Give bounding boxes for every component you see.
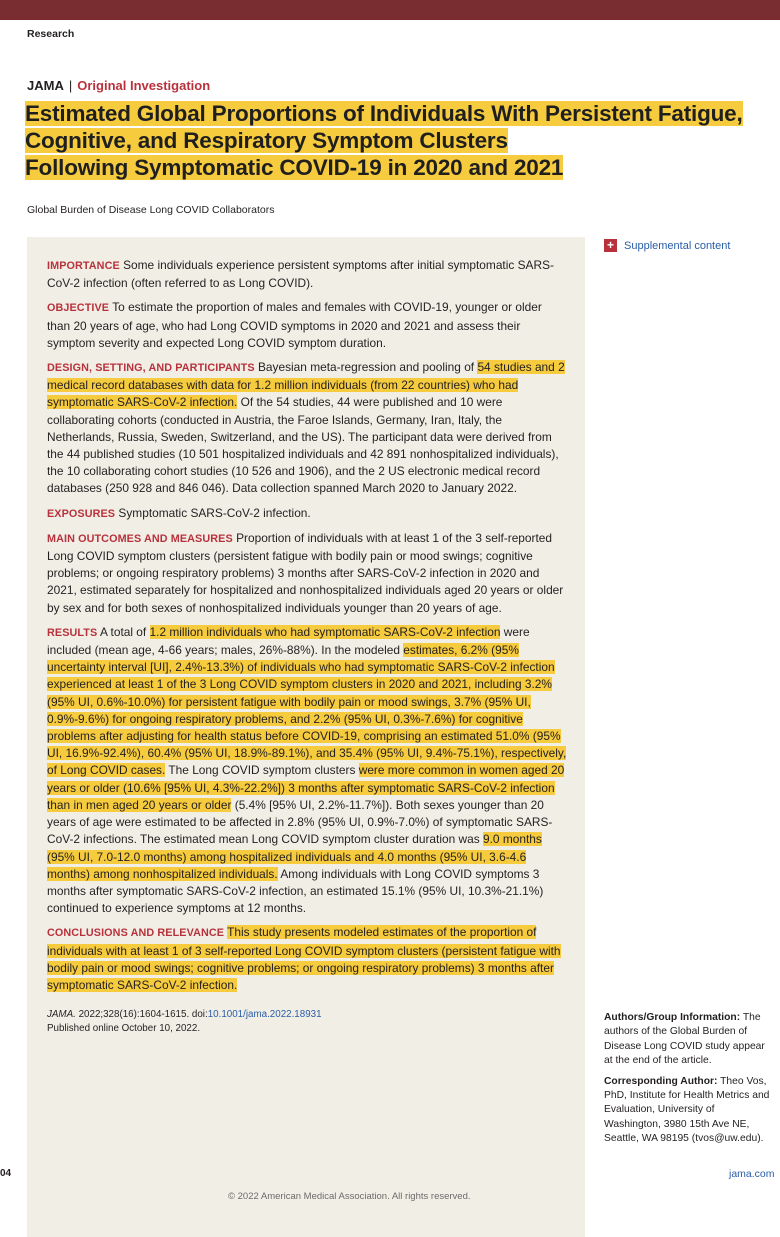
- section-label: Research: [27, 28, 75, 40]
- abstract-exposures: [47, 505, 567, 523]
- design-text-2: Of the 54 studies, 44 were published and 10 were collaborating cohorts (conducted in Austria, the Faroe Islands, Germany, Iran, Italy, the Netherlands, Russia, Sweden, Switzerland, and the US). The participant data were derived from the 44 published studies (10 501 hospitalized individuals and 42 891 nonhospitalized individuals), the 10 collaborating cohort studies (10 526 and 1906), and the 2 US electronic medical record databases (250 928 and 846 046). Data collection spanned March 2020 to January 2022.: [47, 395, 559, 496]
- copyright-notice: © 2022 American Medical Association. All rights reserved.: [228, 1191, 471, 1202]
- abstract-outcomes: [47, 530, 567, 617]
- article-title: [25, 100, 765, 181]
- results-heading: RESULTS: [47, 626, 98, 639]
- footer-site-link[interactable]: jama.com: [729, 1168, 775, 1180]
- exposures-text: Symptomatic SARS-CoV-2 infection.: [118, 505, 311, 520]
- abstract-objective: [47, 299, 567, 352]
- results-text-4: (5.4% [95% UI, 2.2%-11.7%]). Both sexes younger than 20 years of age were estimated to be affected in 2.8% (95% UI, 0.9%-7.0%) of symptomatic SARS-CoV-2 infections. The estimated mean Long COVID symptom cluster duration was: [47, 797, 553, 847]
- authors-group-info: [604, 1011, 774, 1069]
- abstract-panel: [27, 237, 585, 1237]
- title-line-3: Following Symptomatic COVID-19 in 2020 and 2021: [25, 155, 564, 180]
- results-highlight-1: 1.2 million individuals who had symptomatic SARS-CoV-2 infection: [149, 624, 501, 639]
- conclusions-highlight: This study presents modeled estimates of the proportion of individuals with at least 1 of 3 self-reported Long COVID symptom clusters (persistent fatigue with bodily pain or mood swings; cognitive problems; or ongoing respiratory problems) 3 months after symptomatic SARS-CoV-2 infection.: [47, 925, 561, 992]
- corresponding-end: ).: [757, 1133, 764, 1145]
- corresponding-author-text: Theo Vos, PhD, Institute for Health Metrics and Evaluation, University of Washington, 3980 15th Ave NE, Seattle, WA 98195 (: [604, 1075, 770, 1145]
- design-text: Bayesian meta-regression and pooling of: [257, 360, 475, 375]
- plus-icon: +: [604, 239, 617, 252]
- outcomes-heading: MAIN OUTCOMES AND MEASURES: [47, 532, 233, 545]
- author-info-sidebar: [604, 1011, 774, 1153]
- kicker-separator: |: [68, 78, 73, 93]
- title-line-2: Cognitive, and Respiratory Symptom Clusters: [25, 128, 508, 153]
- results-highlight-2: estimates, 6.2% (95% uncertainty interval [UI], 2.4%-13.3%) of individuals who had symptomatic SARS-CoV-2 infection experienced at least 1 of the 3 Long COVID symptom clusters in 2020 and 2021, including 3.2% (95% UI, 0.6%-10.0%) for persistent fatigue with bodily pain or mood swings, 3.7% (95% UI, 0.9%-9.6%) for ongoing respiratory problems, and 2.2% (95% UI, 0.3%-7.6%) for cognitive problems after adjusting for health status before COVID-19, comprising an estimated 51.0% (95% UI, 16.9%-92.4%), 60.4% (95% UI, 18.9%-89.1%), and 35.4% (95% UI, 9.4%-75.1%), respectively, of Long COVID cases.: [47, 643, 567, 778]
- corresponding-author-label: Corresponding Author:: [604, 1075, 718, 1087]
- citation-journal: JAMA.: [47, 1009, 76, 1021]
- results-text-5: Among individuals with Long COVID symptoms 3 months after symptomatic SARS-CoV-2 infection, an estimated 15.1% (95% UI, 10.3%-21.1%) continued to experience symptoms at 12 months.: [47, 866, 544, 916]
- authors-group-label: Authors/Group Information:: [604, 1012, 741, 1023]
- outcomes-text: Proportion of individuals with at least 1 of the 3 self-reported Long COVID symptom clusters (persistent fatigue with bodily pain or mood swings; cognitive problems; or ongoing respiratory problems) 3 months after SARS-CoV-2 infection in 2020 and 2021, estimated separately for hospitalized and nonhospitalized individuals aged 20 years or older by sex and for both sexes of nonhospitalized individuals younger than 20 years of age.: [47, 530, 564, 615]
- citation-ref: 2022;328(16):1604-1615. doi:: [78, 1009, 208, 1021]
- exposures-heading: EXPOSURES: [47, 507, 116, 520]
- abstract-conclusions: [47, 924, 567, 994]
- importance-text: Some individuals experience persistent symptoms after initial symptomatic SARS-CoV-2 infection (often referred to as Long COVID).: [47, 258, 554, 291]
- results-text-2: were included (mean age, 4-66 years; males, 26%-88%). In the modeled: [47, 624, 530, 658]
- results-text-1: A total of: [99, 624, 147, 639]
- conclusions-heading: CONCLUSIONS AND RELEVANCE: [47, 927, 225, 940]
- abstract-importance: [47, 257, 567, 292]
- corresponding-email[interactable]: tvos@uw.edu: [695, 1133, 758, 1145]
- published-date: Published online October 10, 2022.: [47, 1023, 201, 1035]
- authors-group-text: The authors of the Global Burden of Disease Long COVID study appear at the end of the article.: [604, 1012, 765, 1067]
- article-type: Original Investigation: [77, 78, 211, 93]
- results-highlight-4: 9.0 months (95% UI, 7.0-12.0 months) among hospitalized individuals and 4.0 months (95% UI, 3.6-4.6 months) among nonhospitalized individuals.: [47, 832, 542, 881]
- doi-link[interactable]: 10.1001/jama.2022.18931: [207, 1009, 322, 1021]
- top-banner: [0, 0, 780, 20]
- importance-heading: IMPORTANCE: [47, 260, 120, 272]
- objective-text: To estimate the proportion of males and females with COVID-19, younger or older than 20 years of age, who had Long COVID symptoms in 2020 and 2021 and assess their symptom severity and expected Long COVID symptom duration.: [47, 300, 542, 350]
- design-highlight: 54 studies and 2 medical record databases with data for 1.2 million individuals (from 22 countries) who had symptomatic SARS-CoV-2 infection.: [47, 360, 565, 410]
- citation: [47, 1008, 567, 1036]
- design-heading: DESIGN, SETTING, AND PARTICIPANTS: [47, 362, 255, 375]
- objective-heading: OBJECTIVE: [47, 302, 110, 315]
- article-kicker: [27, 78, 210, 93]
- abstract-results: [47, 624, 567, 917]
- supplemental-content-label[interactable]: Supplemental content: [624, 239, 731, 252]
- supplemental-content-link[interactable]: [604, 239, 730, 252]
- title-line-1: Estimated Global Proportions of Individuals With Persistent Fatigue,: [25, 101, 743, 126]
- results-highlight-3: were more common in women aged 20 years or older (10.6% [95% UI, 4.3%-22.2%]) 3 months after symptomatic SARS-CoV-2 infection than in men aged 20 years or older: [47, 763, 565, 812]
- results-text-3: The Long COVID symptom clusters: [168, 763, 356, 778]
- author-group: Global Burden of Disease Long COVID Collaborators: [27, 204, 275, 216]
- corresponding-author-info: [604, 1075, 774, 1147]
- abstract-design: [47, 359, 567, 498]
- journal-name: JAMA: [27, 78, 64, 93]
- page-number: 04: [0, 1168, 12, 1179]
